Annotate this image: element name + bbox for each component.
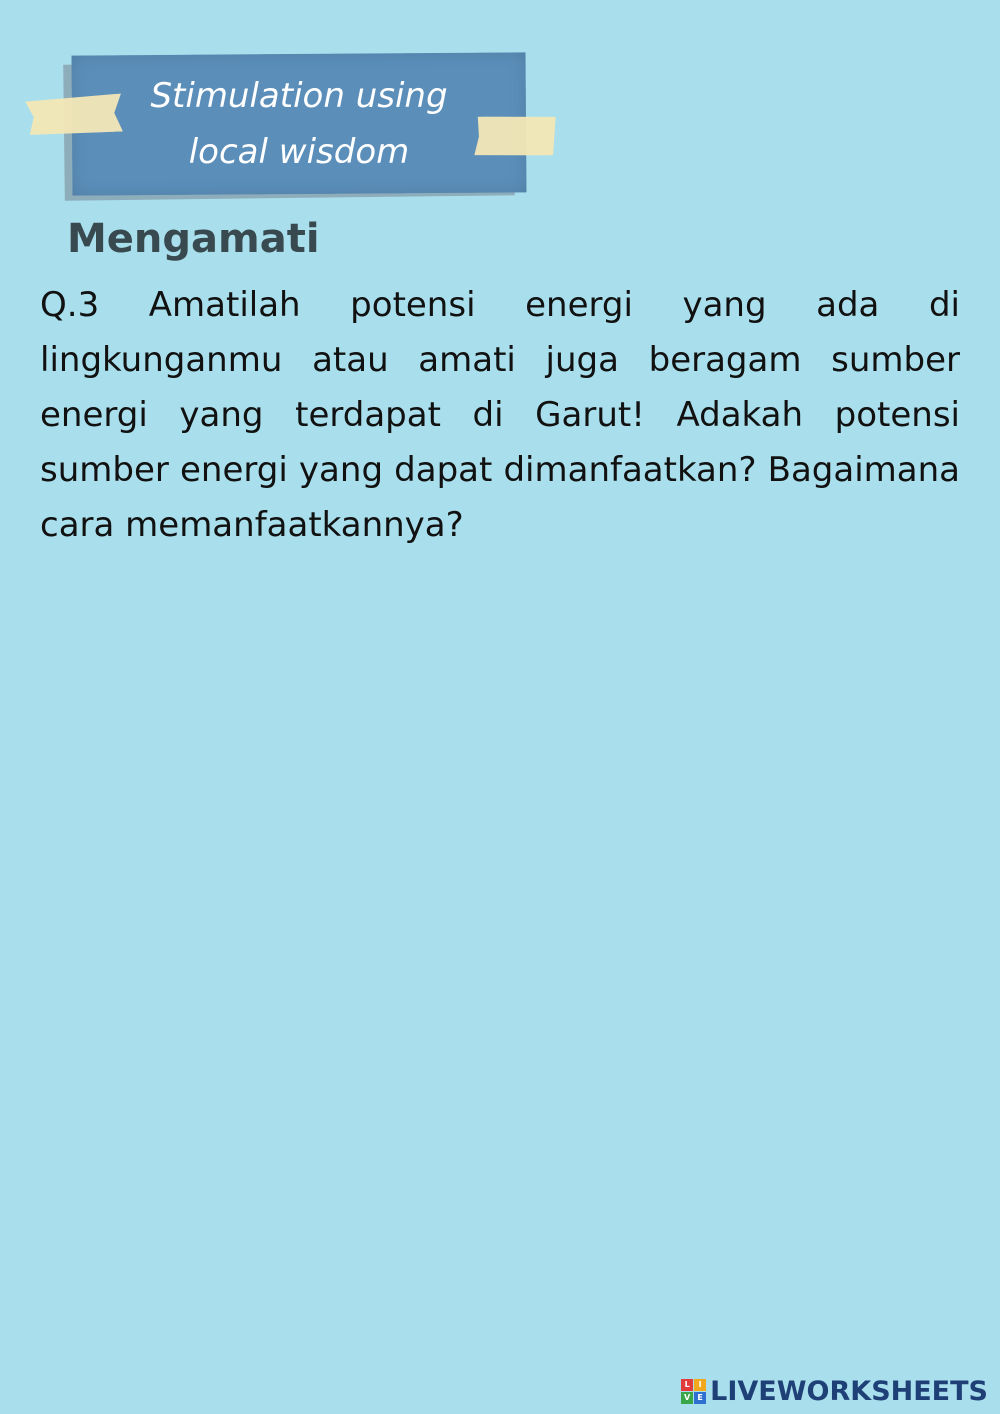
logo-mark-icon — [681, 1379, 706, 1404]
logo-text: LIVEWORKSHEETS — [710, 1375, 988, 1407]
banner — [24, 48, 564, 213]
logo-mark-v: V — [681, 1392, 693, 1404]
section-title: Mengamati — [67, 216, 320, 262]
banner-text — [72, 54, 526, 194]
logo-mark-e: E — [694, 1392, 706, 1404]
logo-mark-i: I — [694, 1379, 706, 1391]
logo-mark-l: L — [681, 1379, 693, 1391]
question-text: Q.3 Amatilah potensi energi yang ada di lingkunganmu atau amati juga beragam sumber energi yang terdapat di Garut! Adakah potensi sumber energi yang dapat dimanfaatkan? Bagaimana cara memanfaatkannya? — [40, 285, 960, 545]
liveworksheets-logo — [681, 1376, 988, 1406]
banner-line-2: local wisdom — [188, 132, 410, 172]
banner-line-1: Stimulation using — [150, 76, 448, 116]
